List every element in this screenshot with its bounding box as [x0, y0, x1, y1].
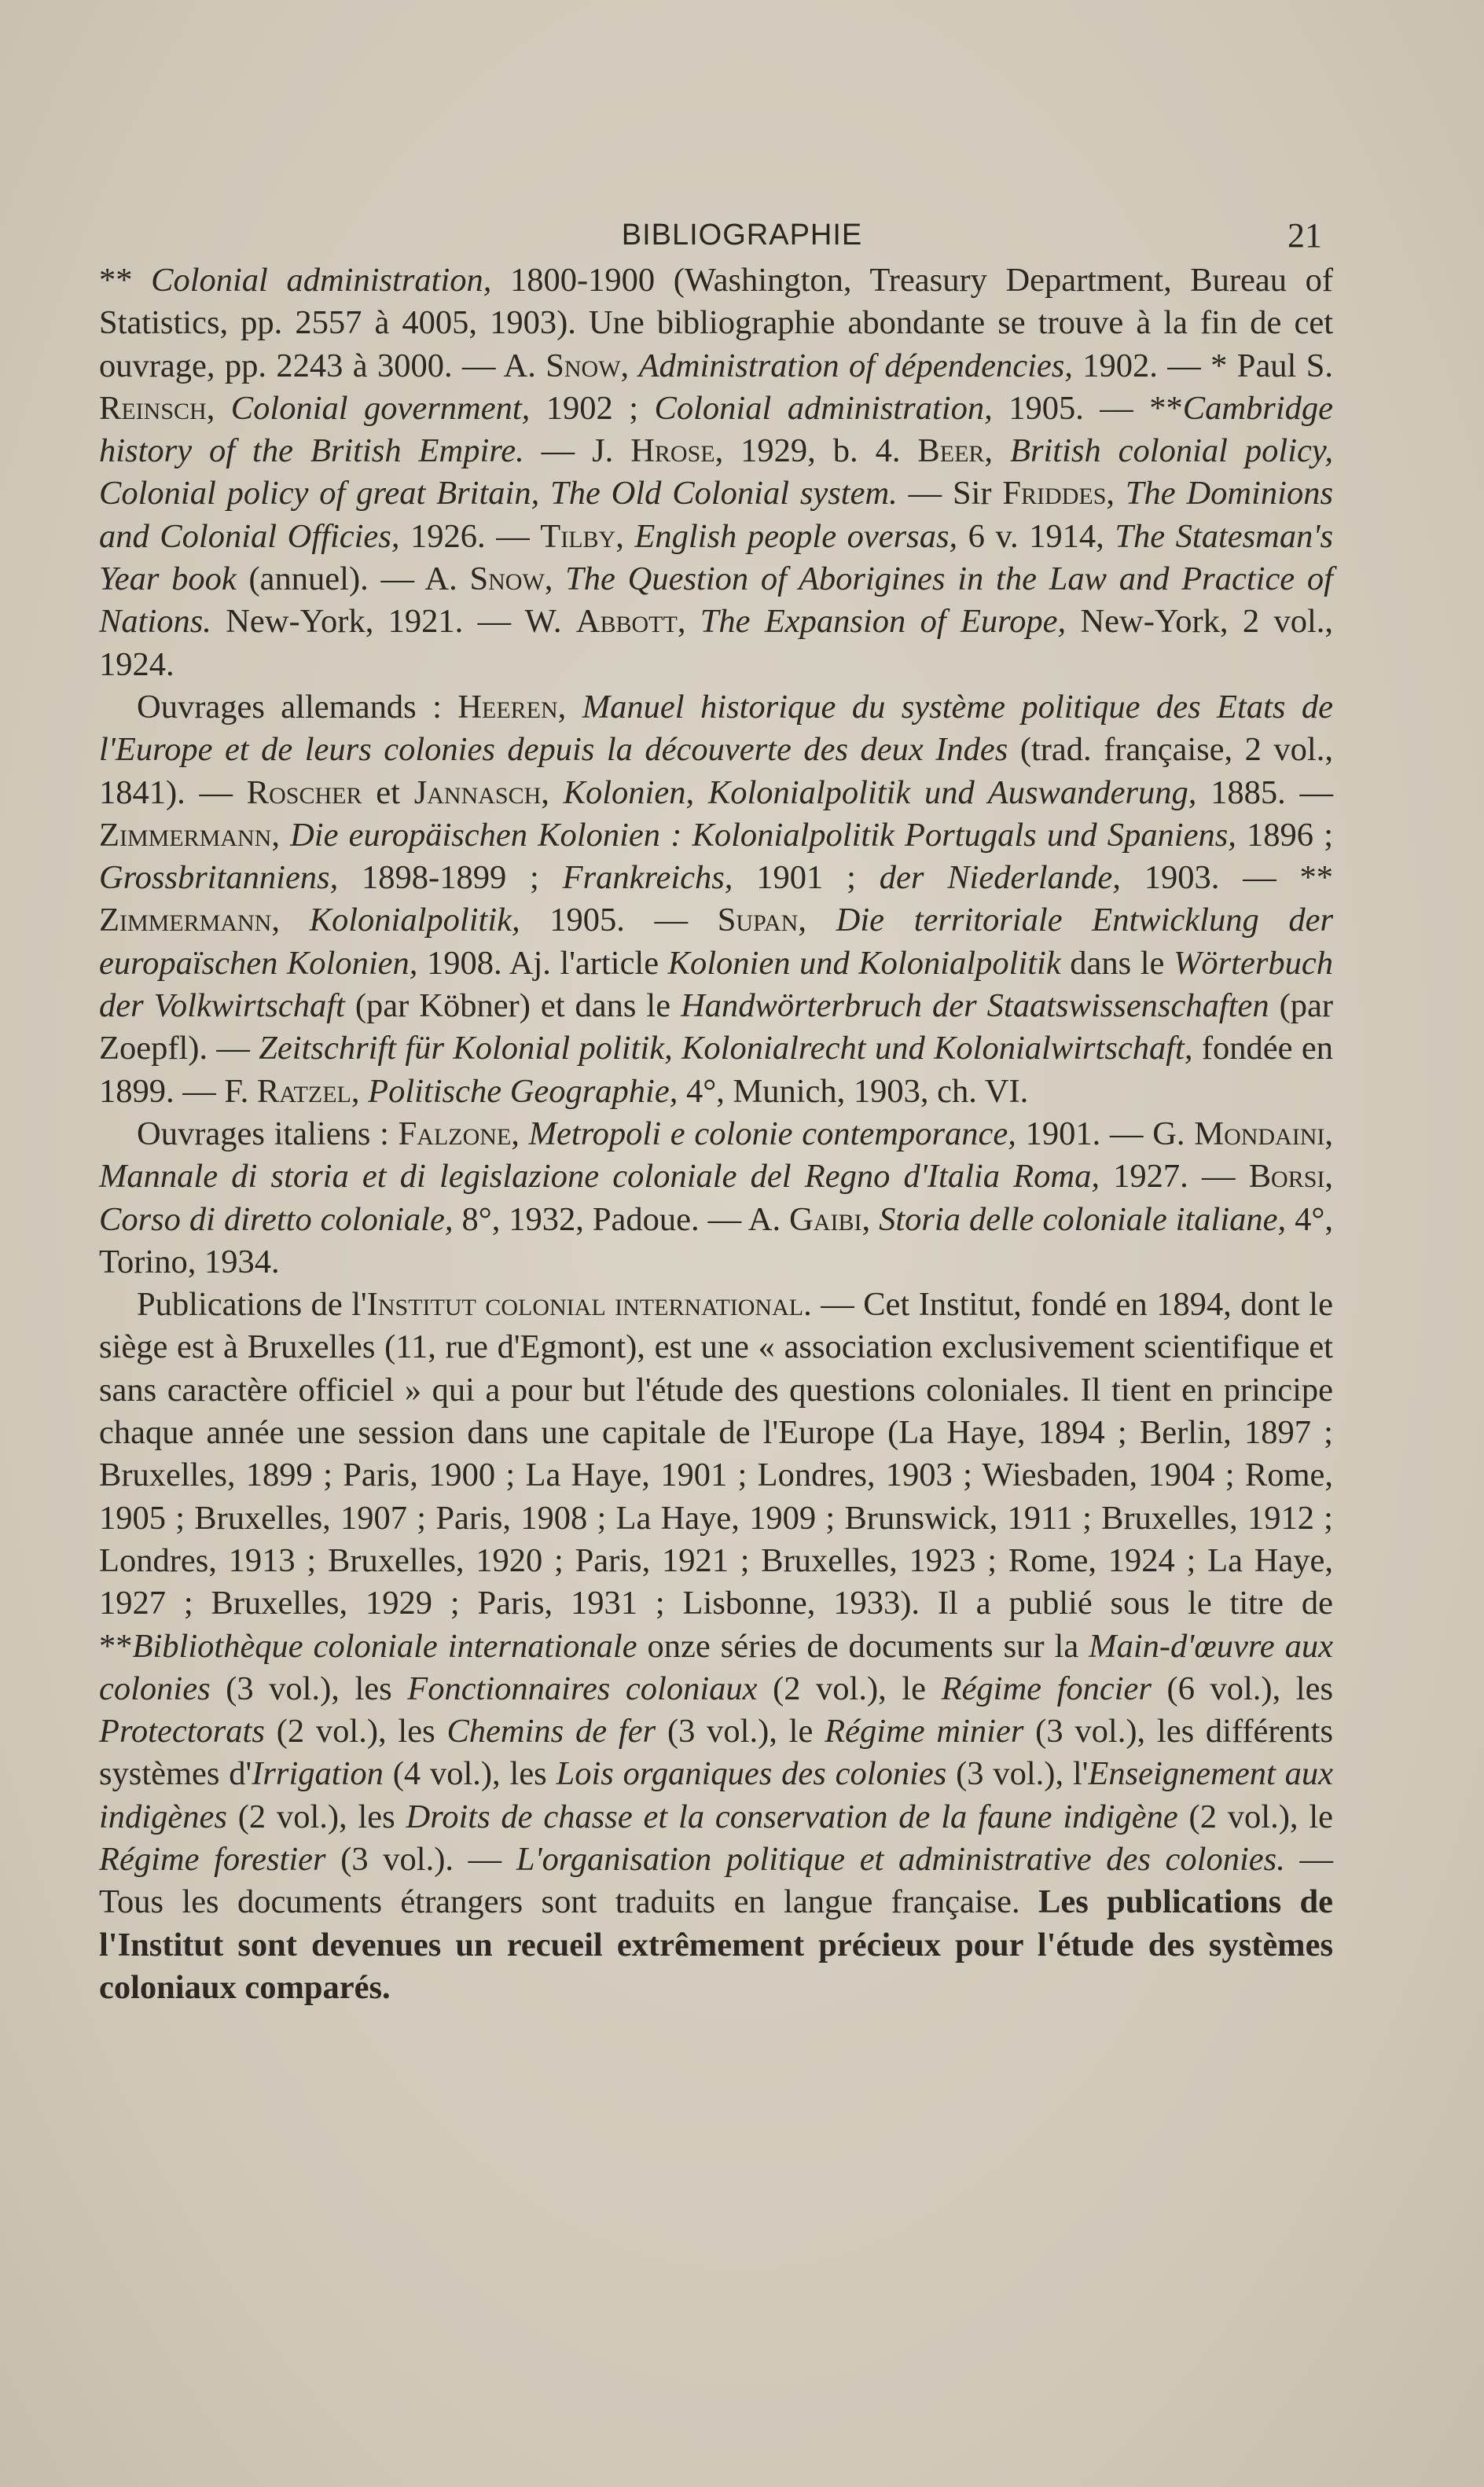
- text-run: — Sir: [897, 475, 1003, 512]
- text-run: fondée en 1899. — F.: [99, 1030, 1333, 1110]
- author-name: Supan: [717, 902, 799, 939]
- text-run: New-York, 2 vol., 1924.: [99, 603, 1334, 683]
- text-run: ,: [511, 1115, 529, 1152]
- italic-title: Kolonien, Kolonialpolitik und Auswanderung,: [563, 773, 1197, 811]
- text-run: 1905. —: [520, 902, 718, 939]
- author-name: Mondaini: [1194, 1115, 1325, 1152]
- italic-title: Administration of dépendencies,: [638, 347, 1073, 384]
- text-run: ,: [557, 688, 582, 726]
- text-run: (3 vol.). —: [325, 1840, 516, 1878]
- italic-title: The Question of Aborigines in the Law and Practice of Nations.: [99, 560, 1333, 641]
- text-run: onze séries de documents sur la: [637, 1627, 1089, 1665]
- text-run: ,: [984, 432, 1010, 470]
- italic-title: Mannale di storia et di legislazione coloniale del Regno d'Italia Roma,: [99, 1158, 1100, 1196]
- author-name: Jannasch: [413, 773, 542, 811]
- author-name: Snow: [469, 560, 545, 598]
- italic-title: Zeitschrift für Kolonial politik, Kolonialrecht und Kolonialwirtschaft,: [259, 1030, 1193, 1067]
- text-run: 1898-1899 ;: [338, 859, 563, 897]
- text-run: (3 vol.), le: [656, 1713, 825, 1750]
- text-run: 1927. —: [1099, 1158, 1249, 1196]
- text-run: (par Köbner) et dans le: [344, 987, 681, 1025]
- text-run: ,: [271, 816, 291, 854]
- text-run: (3 vol.), les différents systèmes d': [99, 1713, 1333, 1793]
- text-run: 1800-1900 (Washington, Treasury Department, Bureau of Statistics, pp. 2557 à 4005, 1903). Une bibliographie abondante se trouve à la fin de cet ouvrage, pp. 2243 à 3000. — A.: [99, 262, 1334, 384]
- page-number: 21: [1287, 216, 1322, 255]
- author-name: Ratzel: [256, 1072, 351, 1110]
- text-run: (2 vol.), les: [264, 1713, 447, 1750]
- italic-title: Die europäischen Kolonien : Kolonialpolitik Portugals und Spaniens,: [290, 816, 1236, 854]
- text-run: 1885. —: [1196, 773, 1333, 811]
- italic-title: Régime minier: [825, 1713, 1024, 1750]
- text-run: ,: [544, 560, 566, 598]
- text-run: (3 vol.), l': [946, 1755, 1089, 1793]
- text-run: 6 v. 1914,: [957, 517, 1115, 555]
- text-run: 4°, Munich, 1903, ch. VI.: [678, 1072, 1029, 1110]
- author-name: Roscher: [246, 773, 362, 811]
- text-run: 1902. — * Paul S.: [1072, 347, 1334, 384]
- italic-title: Politische Geographie,: [368, 1072, 678, 1110]
- text-run: 1901 ;: [733, 859, 880, 897]
- text-run: ,: [798, 902, 836, 939]
- italic-title: The Expansion of Europe,: [700, 603, 1067, 641]
- italic-title: Irrigation: [252, 1755, 384, 1793]
- text-run: dans le: [1060, 944, 1174, 982]
- author-name: Snow: [545, 347, 621, 384]
- text-run: (2 vol.), le: [757, 1670, 942, 1707]
- text-run: 1901. — G.: [1016, 1115, 1195, 1152]
- text-run: (trad. française, 2 vol., 1841). —: [99, 731, 1333, 811]
- text-run: ,: [541, 773, 564, 811]
- italic-title: Colonial administration,: [151, 262, 492, 299]
- text-run: Ouvrages italiens :: [137, 1115, 399, 1152]
- italic-title: Handwörterbruch der Staatswissenschaften: [681, 987, 1269, 1025]
- bibliography-paragraph: [99, 1284, 1333, 2009]
- text-run: ,: [1324, 1115, 1334, 1152]
- text-run: (2 vol.), le: [1177, 1798, 1333, 1835]
- italic-title: Die territoriale Entwicklung der europaïschen Kolonien,: [99, 902, 1334, 982]
- text-run: 1902 ;: [530, 389, 655, 427]
- author-name: Beer: [917, 432, 985, 470]
- text-run: ,: [861, 1200, 880, 1238]
- bibliography-paragraph: [99, 1113, 1333, 1284]
- italic-title: Fonctionnaires coloniaux: [407, 1670, 758, 1707]
- text-run: 1896 ;: [1236, 816, 1333, 854]
- text-run: ,: [271, 902, 310, 939]
- italic-title: Bibliothèque coloniale internationale: [132, 1627, 637, 1665]
- italic-title: Colonial government,: [230, 389, 531, 427]
- author-name: Falzone: [398, 1115, 512, 1152]
- italic-title: Chemins de fer: [446, 1713, 656, 1750]
- italic-title: der Niederlande,: [879, 859, 1121, 897]
- author-name: Zimmermann: [99, 816, 272, 854]
- text-run: ,: [206, 389, 231, 427]
- bibliography-paragraph: [99, 259, 1333, 686]
- italic-title: The Statesman's Year book: [99, 517, 1333, 598]
- text-run: ,: [351, 1072, 369, 1110]
- italic-title: Main-d'œuvre aux colonies: [99, 1627, 1333, 1707]
- text-run: **: [99, 262, 152, 299]
- italic-title: Lois organiques des colonies: [556, 1755, 947, 1793]
- text-run: ,: [1324, 1158, 1334, 1196]
- text-run: ,: [615, 517, 635, 555]
- author-name: Gaibi: [789, 1200, 862, 1238]
- italic-title: Régime forestier: [99, 1840, 326, 1878]
- text-run: 1926. —: [399, 517, 541, 555]
- text-run: (2 vol.), les: [226, 1798, 406, 1835]
- author-name: Tilby: [540, 517, 616, 555]
- italic-title: Kolonialpolitik,: [309, 902, 520, 939]
- italic-title: Corso di diretto coloniale,: [99, 1200, 454, 1238]
- italic-title: Cambridge history of the British Empire.: [99, 389, 1334, 470]
- italic-title: The Dominions and Colonial Officies,: [99, 475, 1333, 555]
- italic-title: English people oversas,: [634, 517, 958, 555]
- author-name: Reinsch: [99, 389, 207, 427]
- text-run: ,: [677, 603, 700, 641]
- text-run: (par Zoepfl). —: [99, 987, 1333, 1067]
- italic-title: Manuel historique du système politique des Etats de l'Europe et de leurs colonies depuis la découverte des deux Indes: [99, 688, 1333, 769]
- author-name: Friddes: [1002, 475, 1107, 512]
- bold-text: Les publications de l'Institut sont devenues un recueil extrêmement précieux pour l'étude des systèmes coloniaux comparés.: [99, 1883, 1333, 2006]
- text-run: — J.: [523, 432, 631, 470]
- author-name: Abbott: [575, 603, 678, 641]
- italic-title: Colonial administration,: [654, 389, 993, 427]
- text-run: 1908. Aj. l'article: [417, 944, 668, 982]
- text-run: (annuel). — A.: [236, 560, 470, 598]
- author-name: Zimmermann: [99, 902, 272, 939]
- text-run: Publications de l': [137, 1286, 367, 1324]
- italic-title: Storia delle coloniale italiane,: [879, 1200, 1287, 1238]
- italic-title: Régime foncier: [941, 1670, 1152, 1707]
- italic-title: Frankreichs,: [562, 859, 733, 897]
- text-run: ,: [620, 347, 639, 384]
- text-run: 1903. — **: [1120, 859, 1334, 897]
- italic-title: Enseignement aux indigènes: [99, 1755, 1333, 1835]
- text-run: Ouvrages allemands :: [137, 688, 458, 726]
- author-name: Borsi: [1248, 1158, 1325, 1196]
- text-run: — Tous les documents étrangers sont traduits en langue française.: [99, 1840, 1333, 1921]
- text-run: (6 vol.), les: [1151, 1670, 1333, 1707]
- running-title: BIBLIOGRAPHIE: [621, 219, 863, 252]
- italic-title: Droits de chasse et la conservation de la faune indigène: [406, 1798, 1178, 1835]
- text-run: New-York, 1921. — W.: [211, 603, 576, 641]
- italic-title: Wörterbuch der Volkwirtschaft: [99, 944, 1333, 1025]
- italic-title: Grossbritanniens,: [99, 859, 339, 897]
- text-run: ,: [1106, 475, 1126, 512]
- italic-title: Metropoli e colonie contemporance,: [528, 1115, 1016, 1152]
- author-name: Heeren: [457, 688, 558, 726]
- text-run: 8°, 1932, Padoue. — A.: [453, 1200, 790, 1238]
- italic-title: Kolonien und Kolonialpolitik: [667, 944, 1061, 982]
- text-run: (4 vol.), les: [383, 1755, 556, 1793]
- bibliography-paragraph: [99, 686, 1333, 1113]
- bibliography-body: [99, 259, 1333, 2009]
- author-name: Institut colonial international: [366, 1286, 804, 1324]
- text-run: (3 vol.), les: [210, 1670, 408, 1707]
- text-run: . — Cet Institut, fondé en 1894, dont le siège est à Bruxelles (11, rue d'Egmont), est une « association exclusivement scientifique et sans caractère officiel » qui a pour but l'étude des questions coloniales. Il tient en principe chaque année une session dans une capitale de l'Europe (La Haye, 1894 ; Berlin, 1897 ; Bruxelles, 1899 ; Paris, 1900 ; La Haye, 1901 ; Londres, 1903 ; Wiesbaden, 1904 ; Rome, 1905 ; Bruxelles, 1907 ; Paris, 1908 ; La Haye, 1909 ; Brunswick, 1911 ; Bruxelles, 1912 ; Londres, 1913 ; Bruxelles, 1920 ; Paris, 1921 ; Bruxelles, 1923 ; Rome, 1924 ; La Haye, 1927 ; Bruxelles, 1929 ; Paris, 1931 ; Lisbonne, 1933). Il a publié sous le titre de **: [99, 1286, 1333, 1665]
- italic-title: Protectorats: [99, 1713, 265, 1750]
- italic-title: L'organisation politique et administrative des colonies.: [516, 1840, 1285, 1878]
- italic-title: British colonial policy, Colonial policy of great Britain, The Old Colonial system.: [99, 432, 1334, 512]
- text-run: 1905. — **: [992, 389, 1183, 427]
- text-run: 4°, Torino, 1934.: [99, 1200, 1333, 1280]
- text-run: , 1929, b. 4.: [714, 432, 918, 470]
- author-name: Hrose: [630, 432, 715, 470]
- text-run: et: [362, 773, 414, 811]
- running-head: [0, 216, 1484, 266]
